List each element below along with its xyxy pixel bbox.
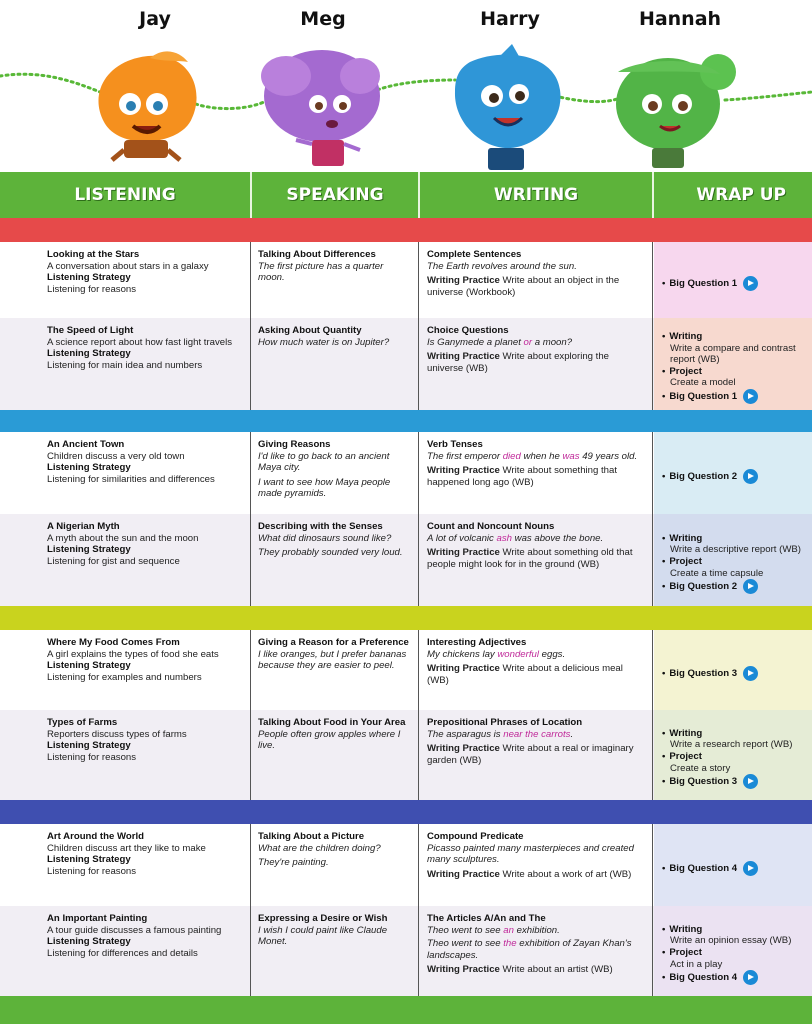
highlight-word: the	[503, 938, 517, 950]
wrap-up-detail: Create a time capsule	[670, 567, 764, 579]
speaking-example: People often grow apples where I live.	[258, 728, 401, 752]
bullet-dot: •	[662, 390, 666, 402]
wrap-up-item	[662, 579, 806, 594]
writing-example	[427, 649, 646, 661]
highlight-word: ash	[496, 532, 512, 544]
bullet-dot: •	[662, 365, 666, 377]
writing-practice: Writing Practice Write about exploring the universe (WB)	[427, 351, 610, 374]
writing-example	[427, 533, 646, 545]
lesson-row	[0, 242, 812, 318]
lesson-title: Types of Farms	[47, 717, 118, 728]
strategy-text: Listening for reasons	[47, 865, 137, 877]
wrap-up-label: Big Question 4	[669, 862, 738, 874]
wrap-up-list	[662, 717, 806, 800]
lesson-row	[0, 824, 812, 906]
example-text: a moon?	[532, 336, 573, 348]
wrap-up-label: Big Question 2	[669, 580, 738, 592]
lesson-title: An Ancient Town	[47, 439, 125, 450]
bullet-dot: •	[662, 947, 666, 958]
wrap-up-list	[662, 521, 806, 606]
strategy-text: Listening for similarities and differences	[47, 473, 215, 485]
wrap-up-item	[662, 774, 806, 789]
wrap-up-item	[662, 331, 806, 343]
writing-practice: Writing Practice Write about an artist (WB)	[427, 964, 613, 976]
example-text: A lot of volcanic	[427, 532, 497, 544]
writing-cell	[420, 630, 652, 710]
wrap-up-cell	[654, 710, 812, 800]
strategy-label: Listening Strategy	[47, 740, 131, 752]
strategy-text: Listening for main idea and numbers	[47, 359, 203, 371]
strategy-text: Listening for gist and sequence	[47, 555, 180, 567]
strategy-label: Listening Strategy	[47, 462, 131, 474]
wrap-up-label: Writing	[669, 923, 703, 935]
writing-practice: Writing Practice Write about a delicious meal (WB)	[427, 663, 623, 686]
wrap-up-cell	[654, 630, 812, 710]
column-divider	[418, 906, 419, 996]
bullet-dot: •	[662, 775, 666, 787]
wrap-up-list	[662, 637, 806, 710]
speaking-title: Giving Reasons	[258, 439, 331, 450]
wrap-up-detail: Create a story	[670, 762, 731, 774]
writing-practice-label: Writing Practice	[427, 547, 500, 559]
writing-example: Picasso painted many masterpieces and created many sculptures.	[427, 842, 634, 866]
example-text: was above the bone.	[511, 532, 604, 544]
writing-cell	[420, 432, 652, 514]
bullet-dot: •	[662, 727, 666, 739]
lesson-title: The Speed of Light	[47, 325, 134, 336]
play-button-icon[interactable]	[743, 276, 758, 291]
wrap-up-item	[662, 924, 806, 936]
writing-practice: Writing Practice Write about a work of art (WB)	[427, 868, 632, 880]
example-text: Theo went to see	[427, 924, 504, 936]
column-divider	[418, 630, 419, 710]
speaking-example: I'd like to go back to an ancient Maya city.	[258, 450, 390, 474]
wrap-up-label: Big Question 3	[669, 775, 738, 787]
character-name-hannah: Hannah	[638, 8, 722, 30]
lesson-description: A myth about the sun and the moon	[47, 532, 199, 544]
column-divider	[250, 318, 251, 410]
lesson-title: Looking at the Stars	[47, 249, 140, 260]
strategy-text: Listening for examples and numbers	[47, 671, 202, 683]
listening-cell	[0, 242, 250, 318]
writing-practice-label: Writing Practice	[427, 964, 500, 976]
wrap-up-label: Big Question 4	[669, 971, 738, 983]
wrap-up-detail: Create a model	[670, 377, 736, 389]
example-text: The asparagus is	[427, 728, 504, 740]
lesson-title: An Important Painting	[47, 913, 148, 924]
header-listening: LISTENING	[74, 185, 176, 205]
column-divider	[652, 432, 653, 514]
example-text: when he	[520, 450, 563, 462]
column-divider	[250, 906, 251, 996]
wrap-up-detail: Act in a play	[670, 958, 723, 970]
writing-example	[427, 925, 646, 937]
speaking-title: Talking About a Picture	[258, 831, 365, 842]
example-text: eggs.	[538, 648, 566, 660]
bullet-dot: •	[662, 580, 666, 592]
column-divider	[250, 710, 251, 800]
column-divider	[418, 824, 419, 906]
column-divider	[652, 630, 653, 710]
wrap-up-label: Project	[669, 556, 702, 567]
lesson-title: Where My Food Comes From	[47, 637, 180, 648]
unit-stripe-4	[0, 800, 812, 824]
speaking-example: They're painting.	[258, 857, 329, 869]
wrap-up-item	[662, 469, 806, 484]
lesson-description: A tour guide discusses a famous painting	[47, 924, 222, 936]
bullet-dot: •	[662, 923, 666, 935]
speaking-title: Talking About Food in Your Area	[258, 717, 406, 728]
speaking-cell	[252, 906, 418, 996]
wrap-up-item	[662, 751, 806, 763]
footer-stripe	[0, 996, 812, 1024]
writing-cell	[420, 906, 652, 996]
listening-cell	[0, 824, 250, 906]
wrap-up-item	[662, 533, 806, 545]
wrap-up-detail: Write a research report (WB)	[670, 739, 793, 751]
writing-title: Choice Questions	[427, 325, 509, 336]
bullet-dot: •	[662, 556, 666, 567]
writing-cell	[420, 318, 652, 410]
wrap-up-label: Project	[669, 751, 702, 762]
bullet-dot: •	[662, 470, 666, 482]
listening-cell	[0, 514, 250, 606]
writing-practice: Writing Practice Write about an object in the universe (Workbook)	[427, 275, 620, 298]
hannah-character	[616, 54, 736, 168]
column-divider	[418, 514, 419, 606]
lesson-description: Children discuss a very old town	[47, 450, 185, 462]
writing-title: Complete Sentences	[427, 249, 522, 260]
example-text: exhibition of Zayan Khan's landscapes.	[427, 938, 632, 961]
wrap-up-item	[662, 728, 806, 740]
listening-cell	[0, 318, 250, 410]
speaking-title: Expressing a Desire or Wish	[258, 913, 388, 924]
column-divider	[652, 242, 653, 318]
speaking-example: What are the children doing?	[258, 842, 381, 854]
bullet-dot: •	[662, 667, 666, 679]
bullet-dot: •	[662, 532, 666, 544]
highlight-word: wonderful	[497, 648, 539, 660]
wrap-up-cell	[654, 318, 812, 410]
character-name-jay: Jay	[139, 8, 171, 30]
speaking-title: Talking About Differences	[258, 249, 376, 260]
speaking-example: What did dinosaurs sound like?	[258, 532, 392, 544]
listening-cell	[0, 710, 250, 800]
column-divider	[250, 242, 251, 318]
writing-practice-label: Writing Practice	[427, 275, 500, 287]
strategy-label: Listening Strategy	[47, 348, 131, 360]
column-divider	[418, 318, 419, 410]
strategy-label: Listening Strategy	[47, 272, 131, 284]
writing-cell	[420, 514, 652, 606]
play-button-icon[interactable]	[743, 861, 758, 876]
writing-example	[427, 451, 646, 463]
unit-stripe-3	[0, 606, 812, 630]
play-button-icon[interactable]	[743, 970, 758, 985]
unit-stripe-2	[0, 410, 812, 432]
wrap-up-label: Writing	[669, 727, 703, 739]
writing-title: Count and Noncount Nouns	[427, 521, 555, 532]
wrap-up-label: Big Question 2	[669, 470, 738, 482]
wrap-up-cell	[654, 514, 812, 606]
lesson-row	[0, 906, 812, 996]
lesson-description: A conversation about stars in a galaxy	[47, 260, 209, 272]
wrap-up-item	[662, 947, 806, 959]
wrap-up-list	[662, 249, 806, 318]
wrap-up-label: Project	[669, 365, 702, 377]
writing-title: Verb Tenses	[427, 439, 483, 450]
speaking-example: They probably sounded very loud.	[258, 547, 403, 559]
lesson-row	[0, 710, 812, 800]
wrap-up-item	[662, 276, 806, 291]
play-button-icon[interactable]	[743, 579, 758, 594]
example-text: Is Ganymede a planet	[427, 336, 524, 348]
wrap-up-item	[662, 556, 806, 568]
speaking-example: How much water is on Jupiter?	[258, 336, 390, 348]
strategy-label: Listening Strategy	[47, 936, 131, 948]
column-divider	[652, 824, 653, 906]
column-divider	[250, 514, 251, 606]
speaking-cell	[252, 432, 418, 514]
writing-practice: Writing Practice Write about a real or imaginary garden (WB)	[427, 743, 634, 766]
play-button-icon[interactable]	[743, 774, 758, 789]
example-text: exhibition.	[513, 924, 560, 936]
lesson-row	[0, 318, 812, 410]
speaking-cell	[252, 514, 418, 606]
speaking-title: Giving a Reason for a Preference	[258, 637, 409, 648]
writing-example	[427, 729, 646, 741]
wrap-up-label: Writing	[669, 532, 703, 544]
jay-character	[98, 51, 196, 160]
writing-title: Prepositional Phrases of Location	[427, 717, 583, 728]
writing-example	[427, 337, 646, 349]
column-divider	[250, 432, 251, 514]
column-divider	[418, 242, 419, 318]
writing-practice-label: Writing Practice	[427, 868, 500, 880]
highlight-word: died	[502, 450, 521, 462]
writing-practice: Writing Practice Write about something old that people might look for in the ground (WB)	[427, 547, 633, 570]
example-text: .	[570, 728, 574, 740]
play-button-icon[interactable]	[743, 666, 758, 681]
wrap-up-cell	[654, 242, 812, 318]
column-divider	[652, 710, 653, 800]
lesson-description: Children discuss art they like to make	[47, 842, 206, 854]
unit-stripe-1	[0, 218, 812, 242]
writing-cell	[420, 824, 652, 906]
meg-character	[261, 50, 380, 166]
writing-cell	[420, 242, 652, 318]
bullet-dot: •	[662, 751, 666, 762]
wrap-up-item	[662, 389, 806, 404]
speaking-cell	[252, 318, 418, 410]
strategy-label: Listening Strategy	[47, 660, 131, 672]
speaking-example: I like oranges, but I prefer bananas because they are easier to peel.	[258, 648, 407, 672]
writing-title: The Articles A/An and The	[427, 913, 546, 924]
wrap-up-item	[662, 970, 806, 985]
strategy-label: Listening Strategy	[47, 854, 131, 866]
wrap-up-item	[662, 861, 806, 876]
bullet-dot: •	[662, 971, 666, 983]
bullet-dot: •	[662, 862, 666, 874]
speaking-cell	[252, 630, 418, 710]
writing-practice: Writing Practice Write about something that happened long ago (WB)	[427, 465, 618, 488]
character-name-meg: Meg	[300, 8, 346, 30]
highlight-word: or	[523, 336, 533, 348]
speaking-title: Asking About Quantity	[258, 325, 362, 336]
wrap-up-detail: Write an opinion essay (WB)	[670, 935, 792, 947]
lesson-title: Art Around the World	[47, 831, 144, 842]
writing-cell	[420, 710, 652, 800]
speaking-cell	[252, 824, 418, 906]
writing-practice-label: Writing Practice	[427, 351, 500, 363]
strategy-text: Listening for reasons	[47, 751, 137, 763]
lesson-description: A science report about how fast light travels	[47, 336, 233, 348]
column-divider	[418, 432, 419, 514]
example-text: 49 years old.	[579, 450, 638, 462]
listening-cell	[0, 630, 250, 710]
strategy-text: Listening for differences and details	[47, 947, 198, 959]
character-name-harry: Harry	[480, 8, 540, 30]
speaking-cell	[252, 242, 418, 318]
header-writing: WRITING	[493, 185, 579, 205]
column-divider	[652, 318, 653, 410]
skills-header-banner	[0, 172, 812, 218]
wrap-up-label: Big Question 3	[669, 667, 738, 679]
lesson-description: Reporters discuss types of farms	[47, 728, 187, 740]
header-wrap-up: WRAP UP	[696, 185, 786, 205]
highlight-word: near the carrots	[503, 728, 571, 740]
wrap-up-label: Big Question 1	[669, 277, 738, 289]
lesson-row	[0, 630, 812, 710]
writing-practice-label: Writing Practice	[427, 743, 500, 755]
strategy-text: Listening for reasons	[47, 283, 137, 295]
column-divider	[652, 514, 653, 606]
bullet-dot: •	[662, 277, 666, 289]
listening-cell	[0, 906, 250, 996]
wrap-up-list	[662, 831, 806, 906]
wrap-up-cell	[654, 432, 812, 514]
example-text: My chickens lay	[427, 648, 498, 660]
wrap-up-list	[662, 913, 806, 996]
column-divider	[250, 824, 251, 906]
highlight-word: an	[503, 924, 514, 936]
lesson-title: A Nigerian Myth	[47, 521, 120, 532]
speaking-cell	[252, 710, 418, 800]
writing-practice-label: Writing Practice	[427, 663, 500, 675]
speaking-example: I want to see how Maya people made pyramids.	[258, 476, 391, 500]
lesson-row	[0, 514, 812, 606]
highlight-word: was	[562, 450, 580, 462]
wrap-up-list	[662, 439, 806, 514]
header-speaking: SPEAKING	[286, 185, 384, 205]
writing-title: Compound Predicate	[427, 831, 524, 842]
speaking-example: The first picture has a quarter moon.	[258, 260, 384, 284]
speaking-title: Describing with the Senses	[258, 521, 383, 532]
characters-strip	[0, 0, 812, 172]
play-button-icon[interactable]	[743, 389, 758, 404]
column-divider	[250, 630, 251, 710]
example-text: The first emperor	[427, 450, 503, 462]
lesson-description: A girl explains the types of food she eats	[47, 648, 219, 660]
listening-cell	[0, 432, 250, 514]
wrap-up-item	[662, 366, 806, 378]
column-divider	[418, 710, 419, 800]
wrap-up-detail: Write a compare and contrast report (WB)	[670, 342, 796, 366]
harry-character	[455, 44, 561, 170]
strategy-label: Listening Strategy	[47, 544, 131, 556]
speaking-example: I wish I could paint like Claude Monet.	[258, 924, 388, 948]
wrap-up-list	[662, 325, 806, 410]
wrap-up-label: Project	[669, 947, 702, 958]
writing-example	[427, 938, 646, 961]
writing-title: Interesting Adjectives	[427, 637, 527, 648]
wrap-up-detail: Write a descriptive report (WB)	[670, 544, 801, 556]
example-text: Theo went to see	[427, 938, 504, 950]
wrap-up-label: Writing	[669, 331, 703, 343]
writing-practice-label: Writing Practice	[427, 465, 500, 477]
play-button-icon[interactable]	[743, 469, 758, 484]
wrap-up-label: Big Question 1	[669, 390, 738, 402]
wrap-up-cell	[654, 824, 812, 906]
column-divider	[652, 906, 653, 996]
lesson-row	[0, 432, 812, 514]
wrap-up-cell	[654, 906, 812, 996]
wrap-up-item	[662, 666, 806, 681]
writing-example: The Earth revolves around the sun.	[427, 260, 577, 272]
bullet-dot: •	[662, 331, 666, 343]
